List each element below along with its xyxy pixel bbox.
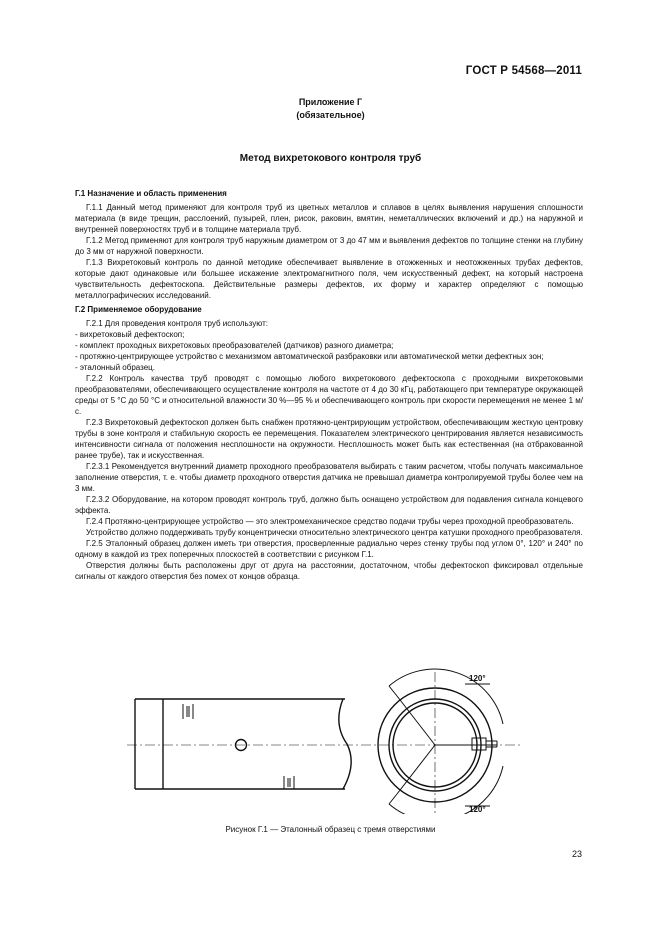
list-item: - вихретоковый дефектоскоп; (75, 330, 185, 339)
paragraph: Г.1.2 Метод применяют для контроля труб наружным диаметром от 3 до 47 мм и выявления дефектов по толщине стенки на глубину до 3 мм от наружной поверхности. (75, 236, 583, 256)
paragraph: Г.2.3.1 Рекомендуется внутренний диаметр проходного преобразователя выбирать с таким расчетом, чтобы получать максимальное заполнение отверстия, т. е. чтобы диаметр проходного отверстия датчика не превышал диаметра контролируемой трубы более чем на 3 мм. (75, 462, 583, 493)
list-item: - протяжно-центрирующее устройство с механизмом автоматической разбраковки или автоматической метки дефектных зон; (75, 352, 544, 361)
angle-label-top: 120° (469, 674, 486, 683)
tube-side-view (135, 699, 351, 789)
cross-section-holes (472, 738, 497, 750)
section-heading: Г.1 Назначение и область применения (75, 189, 227, 198)
standard-code: ГОСТ Р 54568—2011 (465, 65, 582, 77)
paragraph: Г.1.1 Данный метод применяют для контроля труб из цветных металлов и сплавов в целях выявления нарушения сплошности материала (в виде трещин, расслоений, пузырей, плен, рисок, раковин, вмятин, неметаллических включений и др.) на наружной и внутренней поверхностях труб и в толщине материала труб. (75, 203, 583, 234)
paragraph: Г.2.3.2 Оборудование, на котором проводят контроль труб, должно быть оснащено устройством для подавления сигнала концевого эффекта. (75, 495, 583, 515)
hole-marker-bottom (284, 776, 294, 789)
list-item: - эталонный образец. (75, 363, 155, 372)
paragraph: Отверстия должны быть расположены друг от друга на расстоянии, достаточном, чтобы дефектоскоп фиксировал отдельные сигналы от каждого отверстия без помех от концов образца. (75, 561, 583, 581)
paragraph: Г.2.2 Контроль качества труб проводят с помощью любого вихретокового дефектоскопа с проходными вихретоковыми преобразователями, обеспечивающего осуществление контроля на частоте от 4 до 30 кГц, работающего при температуре окружающей среды от 5 °С до 50 °С и относительной влажности 30 %—95 % и обеспечивающего контроль при скорости перемещения не менее 1 м/с. (75, 374, 583, 416)
appendix-status: (обязательное) (296, 110, 365, 120)
document-title: Метод вихретокового контроля труб (239, 153, 422, 164)
paragraph: Г.1.3 Вихретоковый контроль по данной методике обеспечивает выявление в отожженных и неотожженных трубах дефектов, которые дают одинаковые или большее искажение электромагнитного поля, чем искусственный дефект, на который настроена чувствительность дефектоскопа. Действительные размеры дефектов, их форму и характер определяют с помощью металлографических исследований. (75, 258, 583, 300)
figure-caption: Рисунок Г.1 — Эталонный образец с тремя отверстиями (225, 825, 436, 834)
appendix-label: Приложение Г (298, 97, 363, 107)
document-body (75, 185, 583, 582)
hole-marker-top (183, 704, 193, 719)
paragraph: Г.2.1 Для проведения контроля труб используют: (86, 319, 268, 328)
paragraph: Г.2.3 Вихретоковый дефектоскоп должен быть снабжен протяжно-центрирующим устройством, обеспечивающим жесткую центровку трубы в зоне контроля и стабильную скорость ее перемещения. Показателем электрического центрирования является независимость интенсивности сигнала от положения несплошности на окружности. Несплошность может быть как естественная (на отбракованной ранее трубе), так и искусственная. (75, 418, 583, 460)
paragraph: Г.2.4 Протяжно-центрирующее устройство — это электромеханическое средство подачи трубы через проходной преобразователь. (86, 517, 574, 526)
paragraph: Устройство должно поддерживать трубу концентрически относительно электрического центра катушки проходного преобразователя. (86, 528, 583, 537)
paragraph: Г.2.5 Эталонный образец должен иметь три отверстия, просверленные радиально через стенку трубы под углом 0°, 120° и 240° по одному в каждой из трех поперечных плоскостей в соответствии с рисунком Г.1. (75, 539, 583, 559)
section-heading: Г.2 Применяемое оборудование (75, 305, 202, 314)
page-number: 23 (571, 849, 582, 859)
appendix-heading (0, 96, 661, 122)
angle-label-bottom: 120° (469, 805, 486, 814)
list-item: - комплект проходных вихретоковых преобразователей (датчиков) разного диаметра; (75, 341, 394, 350)
reference-sample-figure (125, 664, 525, 814)
